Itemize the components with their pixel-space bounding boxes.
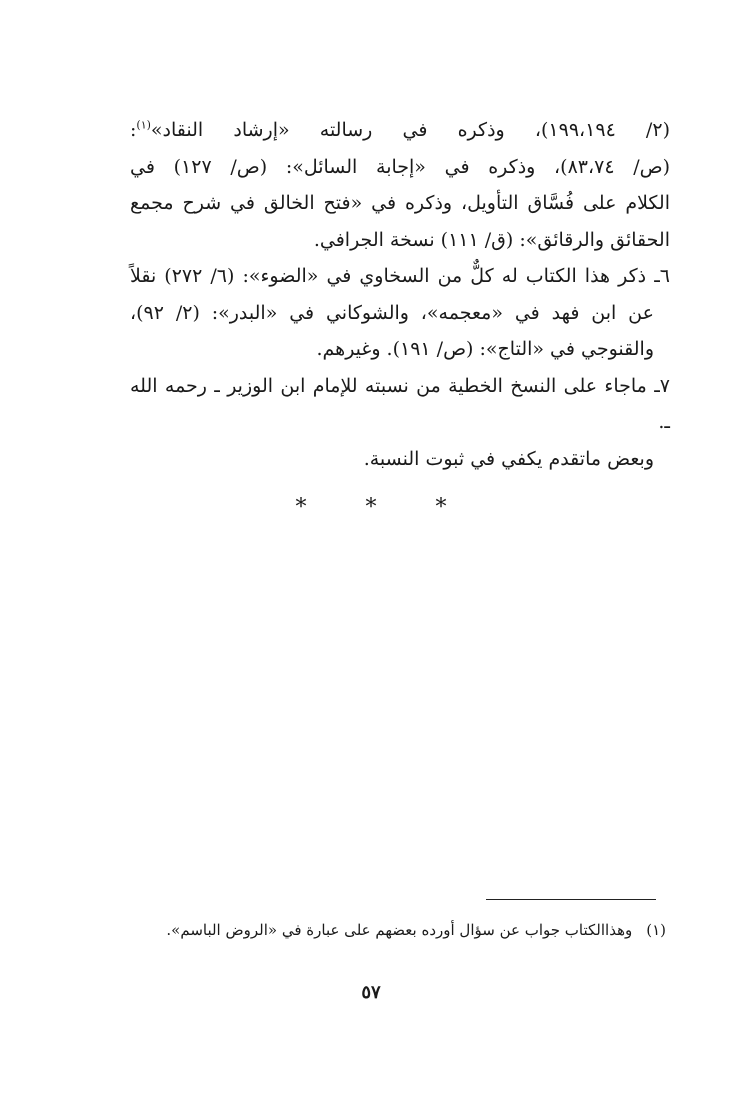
footnote-marker: (١) — [136, 118, 151, 132]
item-6-number: ٦ـ — [654, 265, 670, 287]
footnote-divider — [486, 899, 656, 900]
footnote — [106, 918, 666, 942]
main-text — [130, 112, 670, 477]
page-number: ٥٧ — [361, 982, 381, 1003]
continuation-line-2: (ص/ ٨٣،٧٤)، وذكره في «إجابة السائل»: (ص/ ١٢٧) في — [130, 155, 671, 178]
continuation-line-1 — [130, 112, 670, 149]
item-6-line-3: والقنوجي في «التاج»: (ص/ ١٩١). وغيرهم. — [316, 338, 654, 360]
section-separator: * * * — [295, 495, 473, 520]
item-7-number: ٧ـ — [654, 374, 671, 397]
continuation-line-4: الحقائق والرقائق»: (ق/ ١١١) نسخة الجرافي. — [313, 228, 670, 251]
continuation-line-1-text: (٢/ ١٩٩،١٩٤)، وذكره في رسالته «إرشاد النقاد» — [150, 119, 670, 141]
continuation-line-3: الكلام على فُسَّاق التأويل، وذكره في «فتح الخالق في شرح مجمع — [130, 192, 670, 214]
item-6-line-2: عن ابن فهد في «معجمه»، والشوكاني في «البدر»: (٢/ ٩٢)، — [130, 301, 654, 324]
item-7-line-1 — [130, 368, 670, 441]
item-7-line-2: وبعض ماتقدم يكفي في ثبوت النسبة. — [363, 447, 654, 470]
footnote-number: (١) — [646, 921, 666, 939]
continuation-line-1-colon: : — [130, 119, 137, 141]
item-6-line-1-text: ذكر هذا الكتاب له كلٌّ من السخاوي في «الضوء»: (٦/ ٢٧٢) نقلاً — [130, 265, 647, 287]
footnote-text: وهذاالكتاب جواب عن سؤال أورده بعضهم على عبارة في «الروض الباسم». — [166, 921, 633, 939]
item-6-line-1 — [130, 258, 670, 295]
item-7-line-1-text: ماجاء على النسخ الخطية من نسبته للإمام ابن الوزير ـ رحمه الله ـ. — [130, 374, 670, 433]
